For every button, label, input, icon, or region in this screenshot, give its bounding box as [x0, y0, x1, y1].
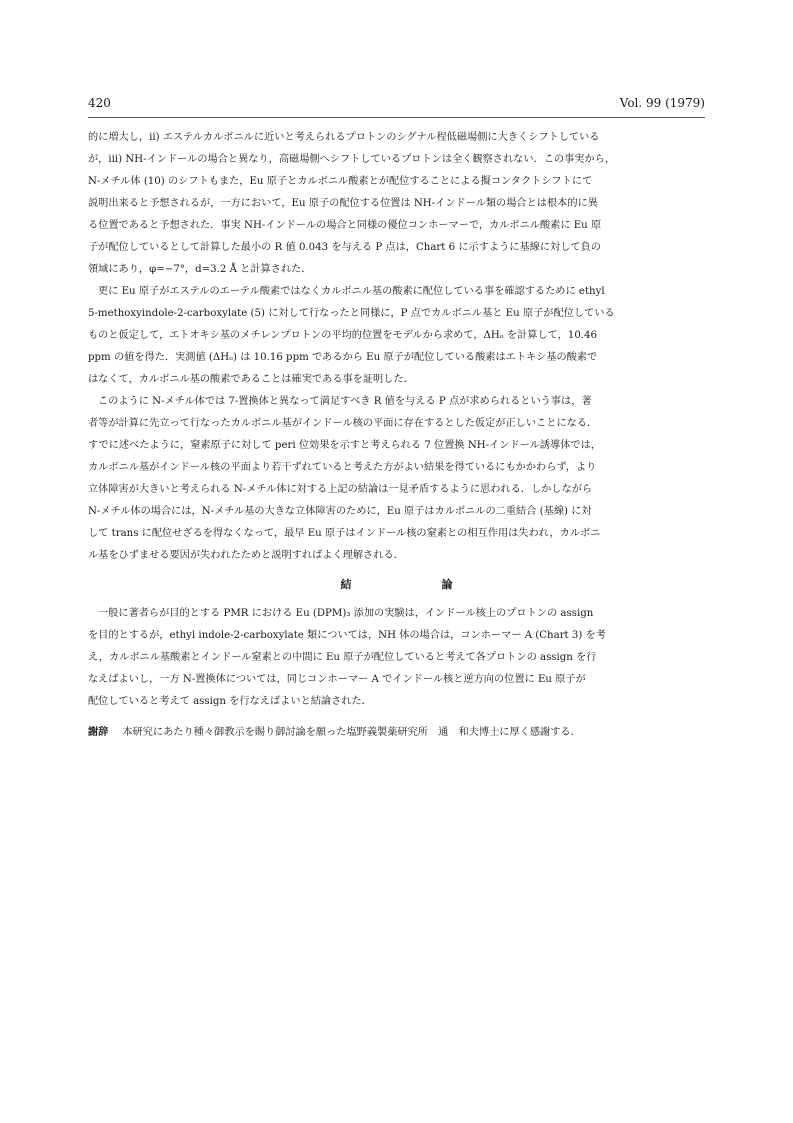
- text-line: 更に Eu 原子がエステルのエーテル酸素ではなくカルボニル基の酸素に配位している事を確認するために ethyl: [98, 286, 605, 297]
- text-line: ものと仮定して，エトオキシ基のメチレンプロトンの平均的位置をモデルから求めて，ΔHₒ を計算して，10.46: [88, 330, 598, 341]
- text-line: して trans に配位せざるを得なくなって，最早 Eu 原子はインドール核の窒素との相互作用は失われ，カルボニ: [88, 528, 601, 539]
- text-line: る位置であると予想された．事実 NH-インドールの場合と同様の優位コンホーマーで，カルボニル酸素に Eu 原: [88, 220, 602, 231]
- text-line: はなくて，カルボニル基の酸素であることは確実である事を証明した．: [88, 374, 414, 385]
- text-line: が，iii) NH-インドールの場合と異なり，高磁場側へシフトしているプロトンは全く観察されない．この事実から，: [88, 154, 616, 165]
- acknowledgment-label: 謝辞: [88, 726, 109, 738]
- text-line: なえばよいし，一方 N-置換体については，同じコンホーマー A でインドール核と逆方向の位置に Eu 原子が: [88, 674, 586, 685]
- text-line: N-メチル体の場合には，N-メチル基の大きな立体障害のために，Eu 原子はカルボニルの二重結合 (基線) に対: [88, 506, 592, 517]
- text-line: 者等が計算に先立って行なったカルボニル基がインドール核の平面に存在するとした仮定が正しいことになる．: [88, 418, 598, 429]
- text-line: 一般に著者らが目的とする PMR における Eu (DPM)₃ 添加の実験は，インドール核上のプロトンの assign: [98, 608, 594, 619]
- text-line: 説明出来ると予想されるが，一方において，Eu 原子の配位する位置は NH-インドール類の場合とは根本的に異: [88, 198, 598, 209]
- running-header: [88, 96, 705, 110]
- text-line: 領域にあり，φ=−7°，d=3.2 Å と計算された．: [88, 264, 312, 275]
- page-number: 420: [88, 96, 111, 110]
- text-line: 立体障害が大きいと考えられる N-メチル体に対する上記の結論は一見矛盾するように思われる．しかしながら: [88, 484, 593, 495]
- acknowledgment-text: 本研究にあたり種々御教示を賜り御討論を願った塩野義製薬研究所 通 和夫博士に厚く感謝する．: [122, 727, 581, 738]
- section-heading-conclusion: [88, 567, 705, 603]
- body-text: [88, 127, 705, 743]
- heading-char-right: 論: [441, 578, 453, 591]
- text-line: 5-methoxyindole-2-carboxylate (5) に対して行なったと同様に，P 点でカルボニル基と Eu 原子が配位している: [88, 308, 615, 319]
- conclusion-paragraph: [88, 603, 705, 713]
- text-line: 子が配位しているとして計算した最小の R 値 0.043 を与える P 点は，Chart 6 に示すように基線に対して負の: [88, 242, 601, 253]
- header-rule: [88, 117, 705, 118]
- text-line: ppm の値を得た．実測値 (ΔHₒ) は 10.16 ppm であるから Eu 原子が配位している酸素はエトキシ基の酸素で: [88, 352, 598, 363]
- paragraph-3: [88, 391, 705, 567]
- paragraph-1: [88, 127, 705, 281]
- text-line: を目的とするが，ethyl indole-2-carboxylate 類については，NH 体の場合は，コンホーマー A (Chart 3) を考: [88, 630, 606, 641]
- text-line: 配位していると考えて assign を行なえばよいと結論された．: [88, 696, 372, 707]
- journal-volume: Vol. 99 (1979): [619, 96, 705, 110]
- text-line: カルボニル基がインドール核の平面より若干ずれていると考えた方がよい結果を得ているにもかかわらず，より: [88, 462, 597, 473]
- acknowledgment: [88, 721, 705, 743]
- heading-char-left: 結: [340, 578, 352, 591]
- paragraph-2: [88, 281, 705, 391]
- text-line: ル基をひずませる要因が失われたためと説明すればよく理解される．: [88, 550, 404, 561]
- text-line: 的に増大し，ii) エステルカルボニルに近いと考えられるプロトンのシグナル程低磁場側に大きくシフトしている: [88, 132, 600, 143]
- text-line: え，カルボニル基酸素とインドール窒素との中間に Eu 原子が配位していると考えて各プロトンの assign を行: [88, 652, 597, 663]
- text-line: このように N-メチル体では 7-置換体と異なって満足すべき R 値を与える P 点が求められるという事は，著: [98, 396, 592, 407]
- text-line: すでに述べたように，窒素原子に対して peri 位効果を示すと考えられる 7 位置換 NH-インドール誘導体では，: [88, 440, 601, 451]
- text-line: N-メチル体 (10) のシフトもまた，Eu 原子とカルボニル酸素とが配位することによる擬コンタクトシフトにて: [88, 176, 593, 187]
